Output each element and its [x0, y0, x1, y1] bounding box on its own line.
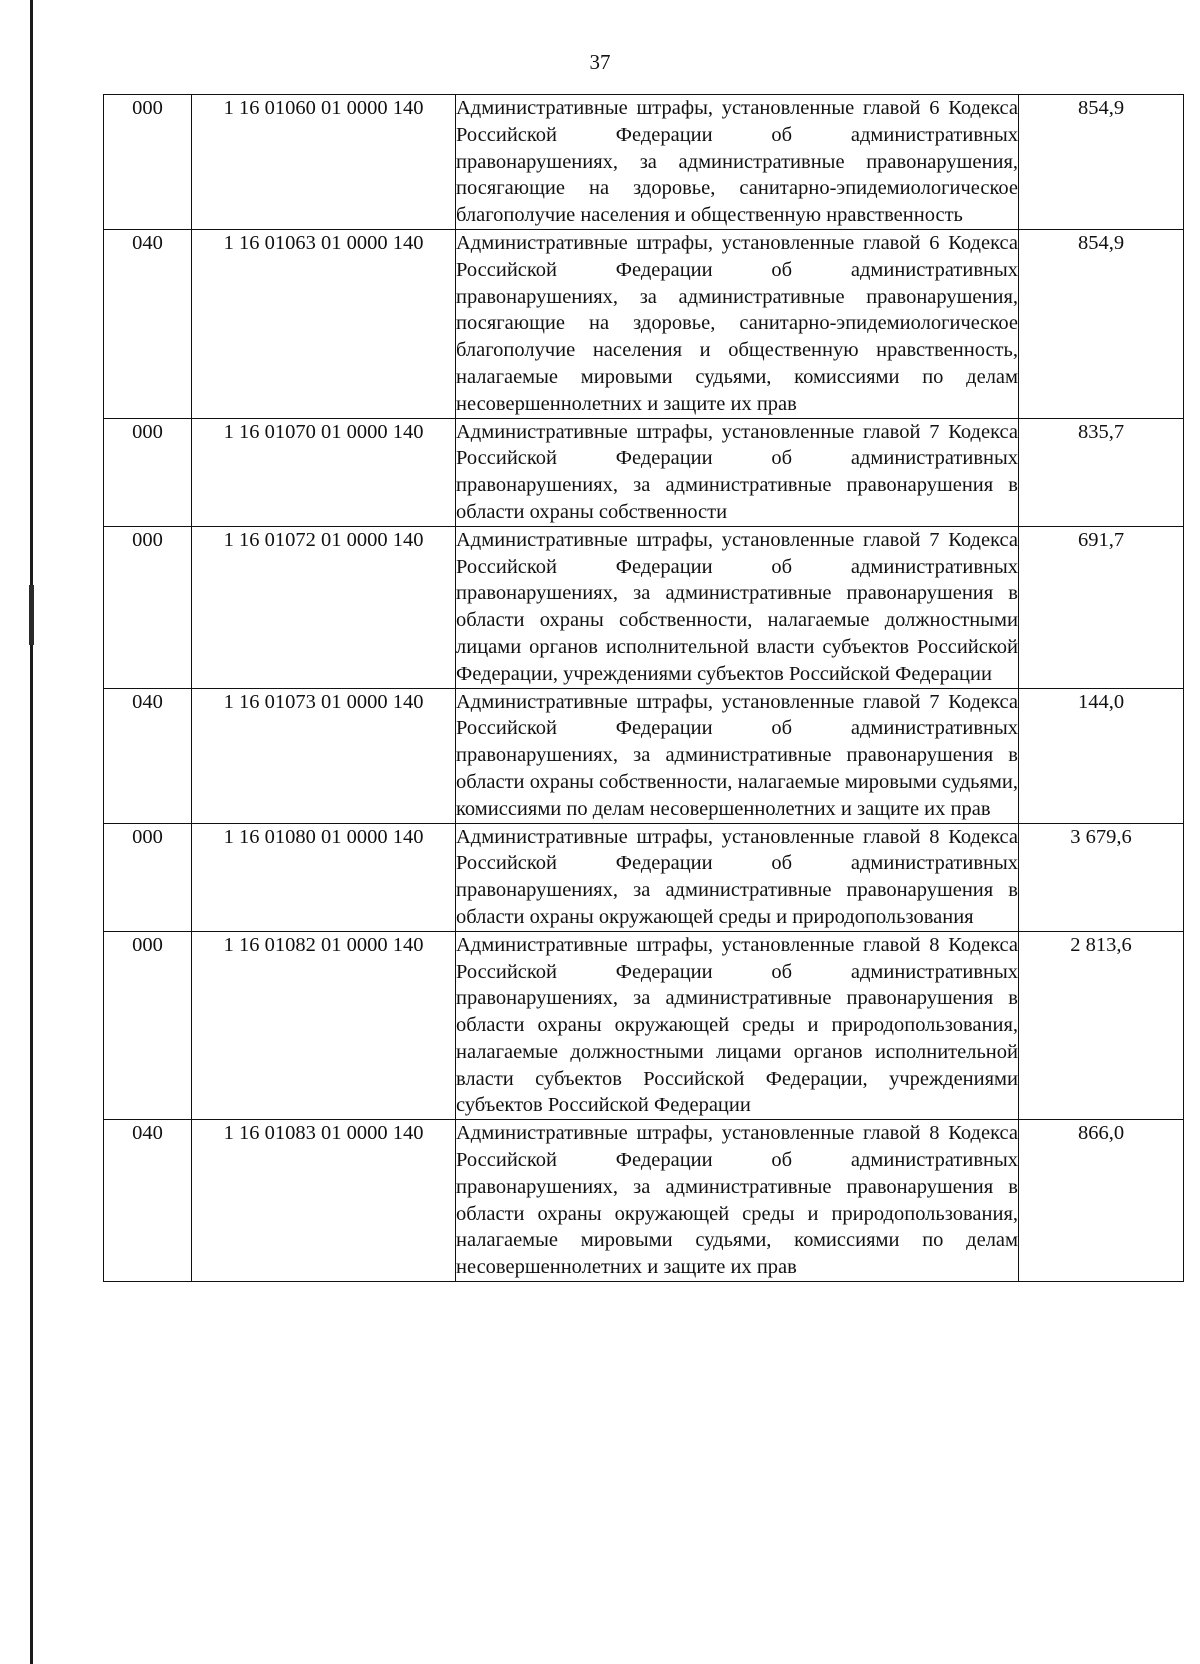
description-cell: Административные штрафы, установленные главой 7 Кодекса Российской Федерации об административных правонарушениях, за административные правонарушения в области охраны собственности: [456, 418, 1019, 526]
amount-cell: 2 813,6: [1019, 931, 1184, 1120]
budget-code-cell: 1 16 01063 01 0000 140: [192, 229, 456, 418]
revenue-table-body: [104, 95, 1184, 1282]
revenue-table: [103, 94, 1184, 1282]
table-row: [104, 95, 1184, 230]
admin-code-cell: 040: [104, 229, 192, 418]
description-cell: Административные штрафы, установленные главой 8 Кодекса Российской Федерации об административных правонарушениях, за административные правонарушения в области охраны окружающей среды и природопользования, налагаемые должностными лицами органов исполнительной власти субъектов Российской Федерации, учреждениями субъектов Российской Федерации: [456, 931, 1019, 1120]
budget-code-cell: 1 16 01072 01 0000 140: [192, 526, 456, 688]
amount-cell: 3 679,6: [1019, 823, 1184, 931]
amount-cell: 691,7: [1019, 526, 1184, 688]
scan-edge-mark: [29, 585, 34, 645]
table-row: [104, 688, 1184, 823]
table-row: [104, 526, 1184, 688]
admin-code-cell: 040: [104, 1120, 192, 1282]
table-row: [104, 1120, 1184, 1282]
description-cell: Административные штрафы, установленные главой 8 Кодекса Российской Федерации об административных правонарушениях, за административные правонарушения в области охраны окружающей среды и природопользования, налагаемые мировыми судьями, комиссиями по делам несовершеннолетних и защите их прав: [456, 1120, 1019, 1282]
amount-cell: 866,0: [1019, 1120, 1184, 1282]
description-cell: Административные штрафы, установленные главой 6 Кодекса Российской Федерации об административных правонарушениях, за административные правонарушения, посягающие на здоровье, санитарно-эпидемиологическое благополучие населения и общественную нравственность: [456, 95, 1019, 230]
budget-code-cell: 1 16 01060 01 0000 140: [192, 95, 456, 230]
table-row: [104, 418, 1184, 526]
amount-cell: 835,7: [1019, 418, 1184, 526]
table-row: [104, 229, 1184, 418]
admin-code-cell: 000: [104, 526, 192, 688]
admin-code-cell: 000: [104, 823, 192, 931]
budget-code-cell: 1 16 01083 01 0000 140: [192, 1120, 456, 1282]
table-row: [104, 823, 1184, 931]
amount-cell: 854,9: [1019, 229, 1184, 418]
budget-code-cell: 1 16 01073 01 0000 140: [192, 688, 456, 823]
budget-code-cell: 1 16 01080 01 0000 140: [192, 823, 456, 931]
admin-code-cell: 000: [104, 931, 192, 1120]
description-cell: Административные штрафы, установленные главой 7 Кодекса Российской Федерации об административных правонарушениях, за административные правонарушения в области охраны собственности, налагаемые мировыми судьями, комиссиями по делам несовершеннолетних и защите их прав: [456, 688, 1019, 823]
description-cell: Административные штрафы, установленные главой 7 Кодекса Российской Федерации об административных правонарушениях, за административные правонарушения в области охраны собственности, налагаемые должностными лицами органов исполнительной власти субъектов Российской Федерации, учреждениями субъектов Российской Федерации: [456, 526, 1019, 688]
page-number: 37: [589, 50, 611, 74]
amount-cell: 854,9: [1019, 95, 1184, 230]
admin-code-cell: 000: [104, 418, 192, 526]
table-row: [104, 931, 1184, 1120]
description-cell: Административные штрафы, установленные главой 8 Кодекса Российской Федерации об административных правонарушениях, за административные правонарушения в области охраны окружающей среды и природопользования: [456, 823, 1019, 931]
scan-left-edge: [30, 0, 33, 1664]
budget-code-cell: 1 16 01082 01 0000 140: [192, 931, 456, 1120]
admin-code-cell: 040: [104, 688, 192, 823]
budget-code-cell: 1 16 01070 01 0000 140: [192, 418, 456, 526]
admin-code-cell: 000: [104, 95, 192, 230]
amount-cell: 144,0: [1019, 688, 1184, 823]
description-cell: Административные штрафы, установленные главой 6 Кодекса Российской Федерации об административных правонарушениях, за административные правонарушения, посягающие на здоровье, санитарно-эпидемиологическое благополучие населения и общественную нравственность, налагаемые мировыми судьями, комиссиями по делам несовершеннолетних и защите их прав: [456, 229, 1019, 418]
